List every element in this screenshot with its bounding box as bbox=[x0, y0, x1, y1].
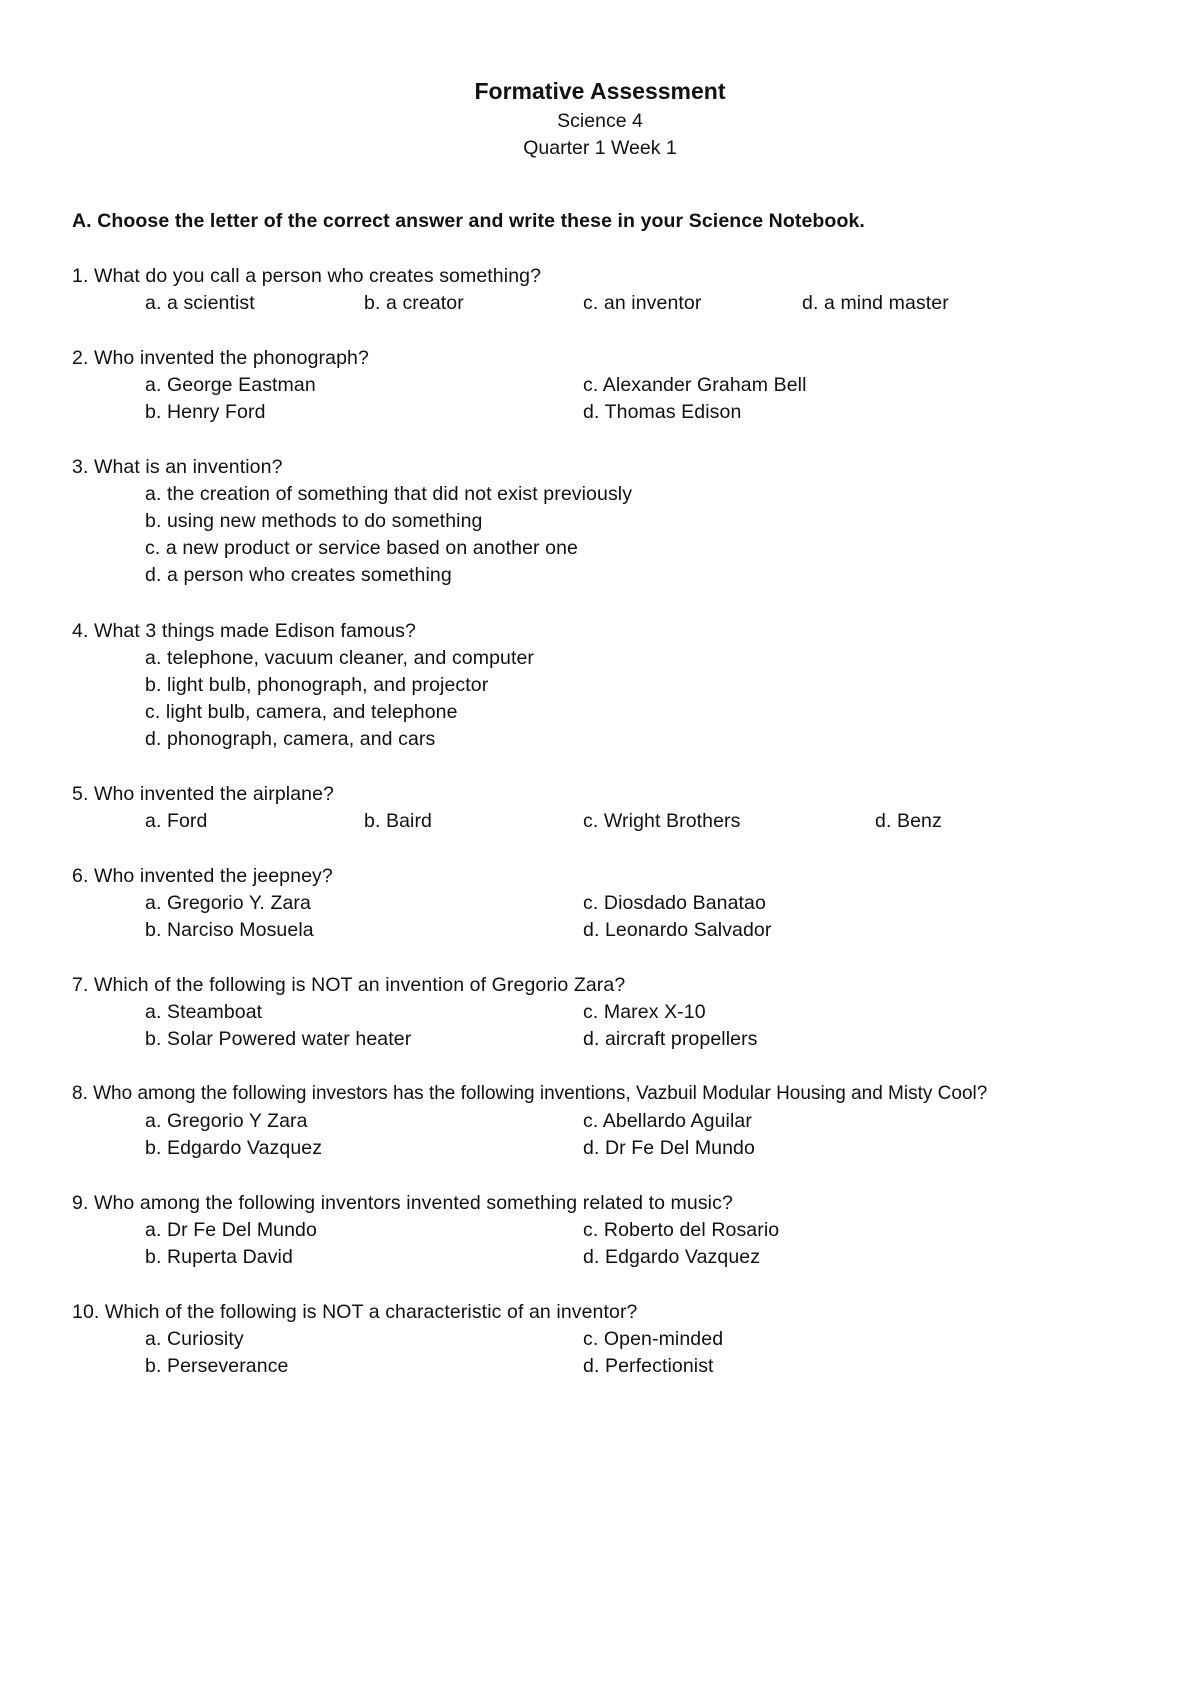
question-2-text: 2. Who invented the phonograph? bbox=[72, 347, 369, 369]
period-label: Quarter 1 Week 1 bbox=[523, 137, 677, 159]
question-4-choice-a: a. telephone, vacuum cleaner, and computer bbox=[145, 647, 535, 669]
question-2-choice-c: c. Alexander Graham Bell bbox=[583, 374, 807, 396]
question-1-choice-c: c. an inventor bbox=[583, 292, 702, 314]
question-1-choice-b: b. a creator bbox=[364, 292, 464, 314]
question-7-choice-c: c. Marex X-10 bbox=[583, 1001, 706, 1023]
question-10-choice-c: c. Open-minded bbox=[583, 1328, 724, 1350]
question-7-choice-d: d. aircraft propellers bbox=[583, 1028, 758, 1050]
question-3-choice-b: b. using new methods to do something bbox=[145, 510, 483, 532]
question-4-choice-c: c. light bulb, camera, and telephone bbox=[145, 701, 458, 723]
question-7-choice-a: a. Steamboat bbox=[145, 1001, 263, 1023]
question-3-choice-a: a. the creation of something that did not exist previously bbox=[145, 483, 633, 505]
question-9-choice-c: c. Roberto del Rosario bbox=[583, 1219, 780, 1241]
question-10-choice-d: d. Perfectionist bbox=[583, 1355, 714, 1377]
question-5-choice-a: a. Ford bbox=[145, 810, 208, 832]
page-title: Formative Assessment bbox=[474, 78, 726, 104]
question-6-choice-c: c. Diosdado Banatao bbox=[583, 892, 766, 914]
question-10-text: 10. Which of the following is NOT a characteristic of an inventor? bbox=[72, 1301, 638, 1323]
section-a-instruction: A. Choose the letter of the correct answer and write these in your Science Notebook. bbox=[72, 210, 865, 232]
question-2-choice-b: b. Henry Ford bbox=[145, 401, 266, 423]
question-8-text: 8. Who among the following investors has the following inventions, Vazbuil Modular Housing and Misty Cool? bbox=[72, 1083, 988, 1104]
question-3-text: 3. What is an invention? bbox=[72, 456, 283, 478]
question-5-choice-d: d. Benz bbox=[875, 810, 942, 832]
question-4-choice-b: b. light bulb, phonograph, and projector bbox=[145, 674, 489, 696]
question-2-choice-a: a. George Eastman bbox=[145, 374, 316, 396]
question-5-choice-b: b. Baird bbox=[364, 810, 433, 832]
question-8-choice-b: b. Edgardo Vazquez bbox=[145, 1137, 323, 1159]
question-4-text: 4. What 3 things made Edison famous? bbox=[72, 620, 416, 642]
question-1-text: 1. What do you call a person who creates something? bbox=[72, 265, 542, 287]
question-9-choice-a: a. Dr Fe Del Mundo bbox=[145, 1219, 317, 1241]
question-8-choice-a: a. Gregorio Y Zara bbox=[145, 1110, 308, 1132]
question-6-choice-a: a. Gregorio Y. Zara bbox=[145, 892, 311, 914]
question-10-choice-b: b. Perseverance bbox=[145, 1355, 289, 1377]
question-6-text: 6. Who invented the jeepney? bbox=[72, 865, 333, 887]
question-8-choice-c: c. Abellardo Aguilar bbox=[583, 1110, 752, 1132]
question-8-choice-d: d. Dr Fe Del Mundo bbox=[583, 1137, 755, 1159]
question-7-text: 7. Which of the following is NOT an invention of Gregorio Zara? bbox=[72, 974, 626, 996]
question-1-choice-a: a. a scientist bbox=[145, 292, 255, 314]
question-2-choice-d: d. Thomas Edison bbox=[583, 401, 742, 423]
question-9-choice-d: d. Edgardo Vazquez bbox=[583, 1246, 761, 1268]
question-6-choice-b: b. Narciso Mosuela bbox=[145, 919, 314, 941]
question-9-text: 9. Who among the following inventors invented something related to music? bbox=[72, 1192, 733, 1214]
subject-label: Science 4 bbox=[557, 110, 643, 132]
question-3-choice-d: d. a person who creates something bbox=[145, 564, 452, 586]
question-5-text: 5. Who invented the airplane? bbox=[72, 783, 334, 805]
question-3-choice-c: c. a new product or service based on another one bbox=[145, 537, 578, 559]
question-6-choice-d: d. Leonardo Salvador bbox=[583, 919, 772, 941]
question-10-choice-a: a. Curiosity bbox=[145, 1328, 244, 1350]
question-4-choice-d: d. phonograph, camera, and cars bbox=[145, 728, 436, 750]
question-7-choice-b: b. Solar Powered water heater bbox=[145, 1028, 412, 1050]
question-9-choice-b: b. Ruperta David bbox=[145, 1246, 293, 1268]
question-1-choice-d: d. a mind master bbox=[802, 292, 949, 314]
question-5-choice-c: c. Wright Brothers bbox=[583, 810, 741, 832]
